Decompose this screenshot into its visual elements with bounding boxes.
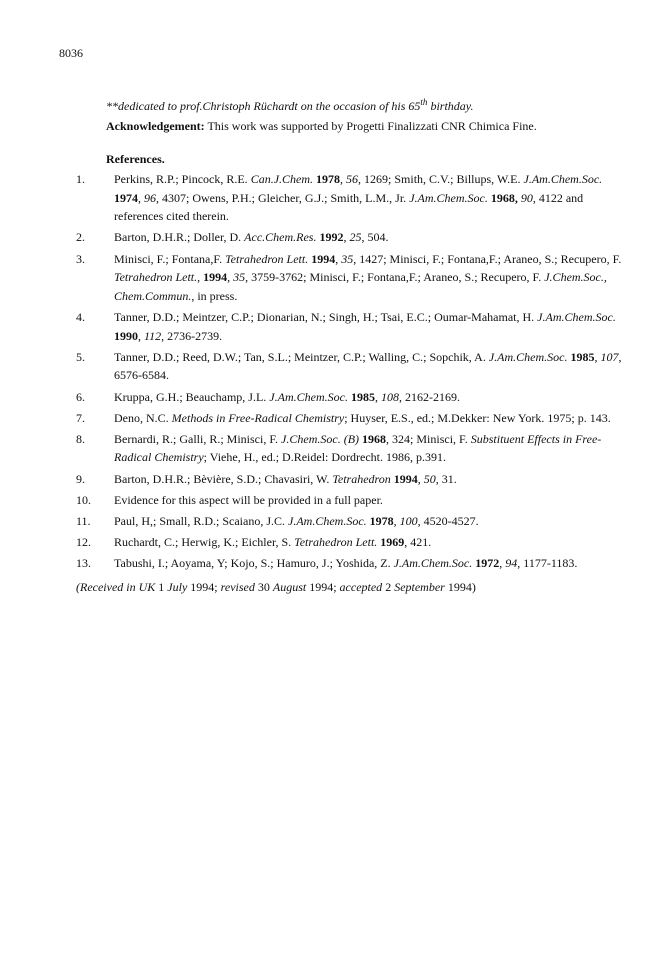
dedication-text: **dedicated to prof.Christoph Rüchardt on the occasion of his 65: [106, 99, 421, 113]
reference-text: Tabushi, I.; Aoyama, Y; Kojo, S.; Hamuro, J.; Yoshida, Z. J.Am.Chem.Soc. 1972, 94, 1177-1183.: [114, 556, 578, 571]
reference-item: [0, 388, 672, 407]
reference-number: 1.: [76, 172, 85, 186]
received-month: July: [167, 580, 188, 594]
reference-number: 13.: [76, 556, 91, 571]
reference-number: 4.: [76, 309, 85, 324]
references-heading: References.: [106, 152, 165, 166]
reference-item: [0, 170, 672, 226]
reference-number: 5.: [76, 349, 85, 364]
reference-item: [0, 533, 672, 552]
accepted-year: 1994): [444, 580, 476, 594]
reference-number: 8.: [76, 431, 85, 446]
received-year: 1994;: [187, 580, 221, 594]
reference-item: [0, 250, 672, 306]
reference-item: [0, 228, 672, 247]
reference-item: [0, 512, 672, 531]
reference-text: Ruchardt, C.; Herwig, K.; Eichler, S. Tetrahedron Lett. 1969, 421.: [114, 535, 432, 550]
reference-item: [0, 430, 672, 467]
received-day: 1: [155, 580, 168, 594]
reference-item: [0, 470, 672, 489]
dedication: [106, 97, 473, 114]
acknowledgement: [106, 119, 537, 134]
acknowledgement-label: Acknowledgement:: [106, 119, 205, 133]
received-label: (Received in UK: [76, 580, 156, 594]
received-line: [76, 580, 476, 595]
accepted-label: accepted: [339, 580, 383, 594]
revised-year: 1994;: [306, 580, 340, 594]
reference-text: Tanner, D.D.; Reed, D.W.; Tan, S.L.; Meintzer, C.P.; Walling, C.; Sopchik, A. J.Am.Chem.Soc. 1985, 107, 6576-6584.: [114, 349, 622, 383]
reference-list: [0, 170, 672, 573]
reference-number: 7.: [76, 410, 85, 425]
reference-text: Kruppa, G.H.; Beauchamp, J.L. J.Am.Chem.Soc. 1985, 108, 2162-2169.: [114, 389, 460, 404]
reference-item: [0, 308, 672, 345]
reference-text: Barton, D.H.R.; Doller, D. Acc.Chem.Res. 1992, 25, 504.: [114, 230, 389, 245]
reference-item: [0, 409, 672, 428]
reference-number: 10.: [76, 492, 91, 507]
reference-text: Bernardi, R.; Galli, R.; Minisci, F. J.Chem.Soc. (B) 1968, 324; Minisci, F. Substituent Effects in Free-Radical Chemistry; Viehe, H., ed.; D.Reidel: Dordrecht. 1986, p.391.: [114, 431, 602, 465]
reference-item: [0, 554, 672, 573]
reference-item: [0, 348, 672, 385]
reference-text: Perkins, R.P.; Pincock, R.E. Can.J.Chem. 1978, 56, 1269; Smith, C.V.; Billups, W.E. J.Am.Chem.Soc. 1974, 96, 4307; Owens, P.H.; Gleicher, G.J.; Smith, L.M., Jr. J.Am.Chem.Soc. 1968, 90, 4122 and references cited therein.: [114, 172, 603, 224]
reference-text: Paul, H,; Small, R.D.; Scaiano, J.C. J.Am.Chem.Soc. 1978, 100, 4520-4527.: [114, 514, 479, 529]
reference-number: 6.: [76, 389, 85, 404]
reference-number: 12.: [76, 535, 91, 550]
reference-text: Evidence for this aspect will be provided in a full paper.: [114, 492, 383, 507]
accepted-day: 2: [382, 580, 395, 594]
page-number: 8036: [59, 46, 83, 60]
reference-number: 2.: [76, 230, 85, 245]
reference-text: Barton, D.H.R.; Bèvière, S.D.; Chavasiri, W. Tetrahedron 1994, 50, 31.: [114, 471, 457, 486]
reference-text: Minisci, F.; Fontana,F. Tetrahedron Lett. 1994, 35, 1427; Minisci, F.; Fontana,F.; Araneo, S.; Recupero, F. Tetrahedron Lett., 1994, 35, 3759-3762; Minisci, F.; Fontana,F.; Araneo, S.; Recupero, F. J.Chem.Soc., Chem.Commun., in press.: [114, 251, 622, 303]
reference-text: Deno, N.C. Methods in Free-Radical Chemistry; Huyser, E.S., ed.; M.Dekker: New York. 1975; p. 143.: [114, 410, 611, 425]
revised-day: 30: [254, 580, 273, 594]
reference-number: 11.: [76, 514, 91, 529]
acknowledgement-text: This work was supported by Progetti Finalizzati CNR Chimica Fine.: [204, 119, 537, 133]
reference-text: Tanner, D.D.; Meintzer, C.P.; Dionarian, N.; Singh, H.; Tsai, E.C.; Oumar-Mahamat, H. J.Am.Chem.Soc. 1990, 112, 2736-2739.: [114, 309, 616, 343]
reference-number: 3.: [76, 251, 85, 266]
dedication-tail: birthday.: [427, 99, 474, 113]
reference-item: [0, 491, 672, 510]
dedication-superscript: th: [420, 97, 428, 107]
revised-month: August: [272, 580, 307, 594]
revised-label: revised: [220, 580, 255, 594]
reference-number: 9.: [76, 471, 85, 486]
accepted-month: September: [394, 580, 445, 594]
